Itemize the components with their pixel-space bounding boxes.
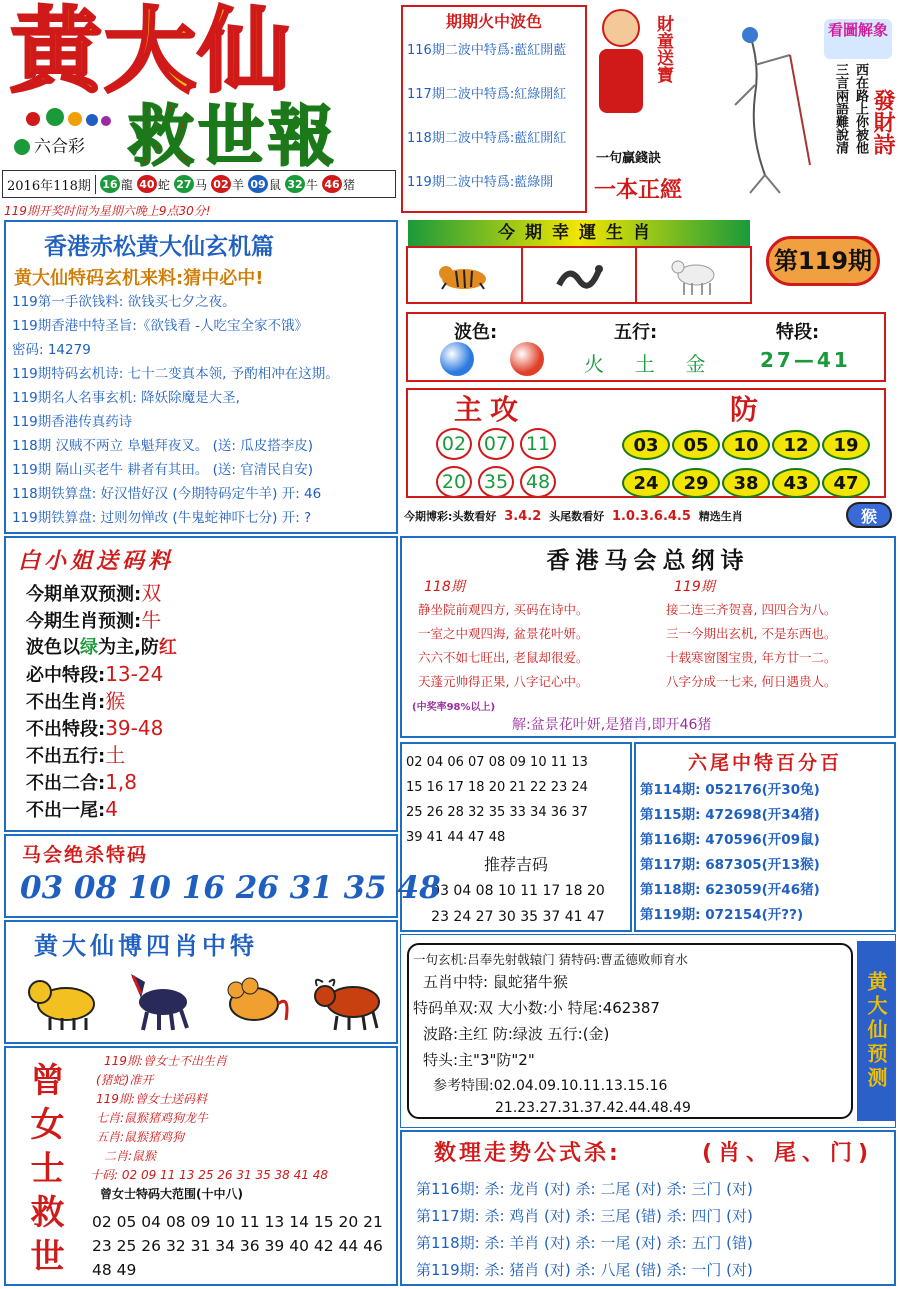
maiden-row [26,796,396,823]
poem-line: 八字分成一七来, 何日遇贵人。 [666,674,837,689]
main-numbers [436,426,586,502]
maiden-label: 今期单双预测: [26,584,142,605]
color-dots [26,108,116,128]
defend-label: 防 [730,393,759,426]
formula-row: 第116期: 杀: 龙肖 (对) 杀: 二尾 (对) 杀: 三门 (对) [416,1180,753,1198]
draw-zodiac: 蛇 [157,177,170,192]
zeng-line: 二肖:鼠猴 [104,1149,157,1163]
sketch-figure-icon [710,25,820,195]
tiger-icon [408,248,523,302]
dot-orange [68,112,82,126]
maiden-value: 39-48 [105,716,164,740]
six-tail-row: 第119期: 072154(开??) [640,907,804,923]
poem-issue-b: 119期 [674,579,715,595]
wave-item: 118期二波中特爲:藍紅開紅 [407,131,567,146]
defend-number: 47 [822,468,870,498]
defend-number: 29 [672,468,720,498]
dot-purple [101,116,111,126]
fortune-boy-icon [596,5,646,115]
defend-number: 19 [822,430,870,460]
kill-title: 马会绝杀特码 [22,844,149,866]
defend-number: 12 [772,430,820,460]
maiden-label: 不出五行: [26,746,106,767]
rec-row: 03 04 08 10 11 17 18 20 [431,883,605,899]
defend-numbers [622,428,886,504]
maiden-title: 白小姐送码料 [18,549,175,574]
draw-number-ball: 32 [285,175,305,193]
draw-zodiac: 羊 [231,177,244,192]
tip-zodiac: 猴 [846,502,892,528]
formula-row: 第117期: 杀: 鸡肖 (对) 杀: 三尾 (错) 杀: 四门 (对) [416,1207,753,1225]
poem-column: 西在路上你被他 [853,63,868,154]
four-zodiac-title: 黄大仙博四肖中特 [34,932,258,960]
maiden-row [26,607,396,634]
wave-list [407,37,587,213]
green-dot-icon [14,139,30,155]
segment-value: 27—41 [760,348,851,372]
chisong-lines [12,290,396,530]
chisong-line: 118期 汉贼不两立 阜魁拜夜叉。 (送: 瓜皮搭李皮) [12,438,314,454]
page-title: 黄大仙 [10,0,293,105]
banner-tag3: 發財詩 [870,89,895,155]
maiden-rows [26,580,396,823]
banner-phrase2: 一本正經 [594,178,683,203]
riddle-lines [413,949,851,1117]
elements-value: 火 土 金 [584,352,712,376]
draw-zodiac: 猪 [343,177,356,192]
formula-title: 数理走势公式杀: [434,1141,621,1166]
poem-rate: (中奖率98%以上) [412,702,496,713]
wave-item: 117期二波中特爲:紅綠開紅 [407,87,567,102]
formula-title2: (肖、尾、门) [702,1141,875,1166]
wave-label: 波色: [454,322,498,343]
zeng-big-row: 02 05 04 08 09 10 11 13 14 15 20 21 [92,1213,383,1231]
poem-columns [828,63,870,213]
blue-ball-icon [440,342,474,376]
attack-box [406,388,886,498]
zeng-line: 曾女士特码大范围(十中八) [100,1187,243,1201]
zeng-big-rows [92,1210,398,1282]
wave-item: 116期二波中特爲:藍紅開藍 [407,43,567,58]
grid-row: 02 04 06 07 08 09 10 11 13 [406,755,588,770]
chisong-line: 119期 隔山买老牛 耕者有其田。 (送: 官清民自安) [12,462,314,478]
attrs-box [406,312,886,382]
segment-label: 特段: [776,322,820,343]
maiden-label: 必中特段: [26,665,106,686]
zeng-line: (猪蛇)准开 [96,1073,154,1087]
racing-poem-box [400,536,896,738]
maiden-label: 不出特段: [26,719,106,740]
header [0,0,398,218]
zeng-side: 曾女士救世 [24,1062,64,1282]
riddle-box [407,943,853,1119]
draw-items [96,175,355,193]
main-number: 11 [520,428,556,460]
chisong-line: 119期香港中特圣旨:《欲钱看 -人吃宝全家不饿》 [12,318,308,334]
six-tail-rows [640,778,894,928]
chisong-line: 118期铁算盘: 好汉惜好汉 (今期特码定牛羊) 开: 46 [12,486,322,502]
maiden-row [26,580,396,607]
kill-numbers: 03 08 10 16 26 31 35 48 [20,870,441,906]
formula-rows [416,1176,894,1284]
red-ball-icon [510,342,544,376]
draw-item [285,175,318,193]
defend-number: 03 [622,430,670,460]
chisong-title: 香港赤松黄大仙玄机篇 [44,234,274,260]
goat-icon [24,964,104,1040]
formula-row: 第118期: 杀: 羊肖 (对) 杀: 一尾 (对) 杀: 五门 (错) [416,1234,753,1252]
goat-icon [637,248,750,302]
issue-label: 2016年118期 [3,175,96,194]
page-subtitle: 救世報 [128,97,338,175]
wave-mid: 为主,防 [98,637,159,658]
chisong-subtitle: 黄大仙特码玄机来料:猜中必中! [14,268,264,289]
main-number: 20 [436,466,472,498]
six-tail-row: 第116期: 470596(开09鼠) [640,832,820,848]
rec-row: 23 24 27 30 35 37 41 47 [431,909,605,925]
lottery-label: 六合彩 [14,132,85,157]
poem-line: 十载寒窗图宝贵, 年方廿一二。 [666,650,837,665]
rec-title: 推荐吉码 [483,855,548,874]
draw-item [322,175,355,193]
zeng-line: 119期:曾女士送码料 [96,1092,207,1106]
six-tail-row: 第118期: 623059(开46猪) [640,882,820,898]
zeng-line: 十码: 02 09 11 13 25 26 31 35 38 41 48 [90,1168,328,1182]
chisong-box [4,220,398,534]
draw-zodiac: 牛 [305,177,318,192]
six-tail-row: 第114期: 052176(开30兔) [640,782,820,798]
zeng-lines [90,1052,396,1204]
draw-item [137,175,170,193]
dot-red [26,112,40,126]
wave-main: 绿 [80,637,98,658]
riddle-line: 波路:主红 防:绿波 五行:(金) [423,1025,610,1043]
dot-blue [86,114,98,126]
draw-number-ball: 09 [248,175,268,193]
draw-item [248,175,281,193]
riddle-line: 参考特围:02.04.09.10.11.13.15.16 [433,1078,668,1094]
poem-line: 一室之中观四海, 盆景花叶妍。 [418,626,589,641]
draw-number-ball: 40 [137,175,157,193]
chisong-line: 119期铁算盘: 过则勿惮改 (牛鬼蛇神吓七分) 开: ? [12,510,312,526]
main-number: 35 [478,466,514,498]
draw-zodiac: 马 [194,177,207,192]
snake-icon [523,248,638,302]
riddle-line: 特码单双:双 大小数:小 特尾:462387 [413,999,660,1017]
main-number: 02 [436,428,472,460]
racing-poem-title: 香港马会总纲诗 [546,548,750,574]
zeng-line: 七肖:鼠猴猪鸡狗龙牛 [96,1111,209,1125]
main-number: 48 [520,466,556,498]
poem-issue-a: 118期 [424,579,465,595]
banner-tag2: 看圖解象 [824,19,892,59]
formula-box [400,1130,896,1286]
draw-result [2,170,396,198]
draw-number-ball: 02 [211,175,231,193]
banner-phrase1: 一句贏錢訣 [596,151,662,166]
kill-box [4,834,441,918]
defend-number: 24 [622,468,670,498]
maiden-value: 4 [105,797,118,821]
maiden-value: 双 [141,581,162,605]
dot-green [46,108,64,126]
six-tail-box [634,742,896,932]
maiden-box [4,536,398,832]
maiden-row [26,742,396,769]
riddle-line: 一句玄机:吕奉先射戟辕门 猜特码:曹孟德败师育水 [413,952,688,967]
maiden-value: 1,8 [105,770,138,794]
draw-item [174,175,207,193]
tips-line: 今期博彩:头数看好 3.4.2 头尾数看好 1.0.3.6.4.5 精选生肖 [404,509,743,524]
chisong-line: 密码: 14279 [12,342,91,358]
four-zodiac-animals [16,964,396,1040]
horse-icon [119,964,199,1040]
main-number: 07 [478,428,514,460]
defend-number: 10 [722,430,770,460]
poem-line: 接二连三齐贺喜, 四四合为八。 [666,602,837,617]
six-tail-title: 六尾中特百分百 [687,752,842,774]
banner [590,5,896,215]
poem-line: 天蓬元帅得正果, 八字记心中。 [418,674,589,689]
zeng-line: 五肖:鼠猴猪鸡狗 [96,1130,185,1144]
chisong-line: 119期特码玄机诗: 七十二变真本领, 予酌相冲在这期。 [12,366,339,382]
draw-number-ball: 46 [322,175,342,193]
formula-row: 第119期: 杀: 猪肖 (对) 杀: 八尾 (错) 杀: 一门 (对) [416,1261,753,1279]
draw-zodiac: 鼠 [268,177,281,192]
riddle-outer [400,934,896,1128]
lucky-issue: 第119期 [766,236,880,286]
maiden-value: 13-24 [105,662,164,686]
grid-row: 39 41 44 47 48 [406,830,506,845]
four-zodiac-box [4,920,398,1044]
riddle-line: 21.23.27.31.37.42.44.48.49 [495,1100,691,1116]
defend-number: 38 [722,468,770,498]
element-label: 五行: [614,322,658,343]
wave-defend: 红 [158,637,177,658]
maiden-row [26,769,396,796]
maiden-value: 牛 [141,608,162,632]
grid-rows [406,750,630,850]
chisong-line: 119期名人名事玄机: 降妖除魔是大圣, [12,390,240,406]
chisong-line: 119期香港传真药诗 [12,414,133,430]
maiden-value: 土 [105,743,126,767]
lucky-animals [406,246,752,304]
draw-item [211,175,244,193]
maiden-label: 不出一尾: [26,800,106,821]
grid-row: 15 16 17 18 20 21 22 23 24 [406,780,588,795]
maiden-label: 不出生肖: [26,692,106,713]
riddle-side: 黄大仙预测 [857,941,895,1121]
maiden-label: 今期生肖预测: [26,611,142,632]
chisong-line: 119第一手欲钱料: 欲钱买七夕之夜。 [12,294,236,310]
maiden-label: 不出二合: [26,773,106,794]
notice: 119期开奖时间为星期六晚上9点30分! [4,204,211,218]
six-tail-row: 第115期: 472698(开34猪) [640,807,820,823]
riddle-line: 特头:主"3"防"2" [423,1051,535,1069]
defend-number: 43 [772,468,820,498]
wave-title: 期期火中波色 [445,12,542,31]
poem-answer: 解:盆景花叶妍,是猪肖,即开46猪 [512,717,712,733]
zeng-box [4,1046,398,1286]
draw-item [100,175,133,193]
lucky-title: 今期幸運生肖 [408,220,750,246]
main-attack-label: 主攻 [454,393,527,426]
riddle-line: 五肖中特: 鼠蛇猪牛猴 [423,973,568,991]
banner-tag1: 財童送寶 [653,15,673,83]
poem-col-a [418,598,658,694]
poem-column: 三言兩語難說清 [833,63,848,154]
poem-line: 静坐院前观四方, 买码在诗中。 [418,602,589,617]
zeng-big-row: 23 25 26 32 31 34 36 39 40 42 44 46 [92,1237,383,1255]
poem-line: 六六不如七旺出, 老鼠却很爱。 [418,650,589,665]
maiden-row [26,661,396,688]
zeng-line: 119期:曾女士不出生肖 [104,1054,227,1068]
zeng-big-row: 48 49 [92,1261,137,1279]
poem-line: 三一今期出玄机, 不是东西也。 [666,626,837,641]
maiden-row [26,688,396,715]
ox-icon [309,964,389,1040]
poem-col-b [666,598,896,694]
rat-icon [214,964,294,1040]
draw-number-ball: 27 [174,175,194,193]
wave-item: 119期二波中特爲:藍綠開 [407,175,554,190]
six-tail-row: 第117期: 687305(开13猴) [640,857,820,873]
maiden-wave-line [26,634,396,661]
maiden-value: 猴 [105,689,126,713]
maiden-row [26,715,396,742]
wave-box [401,5,587,213]
grid-row: 25 26 28 32 35 33 34 36 37 [406,805,588,820]
wave-prefix: 波色以 [26,637,80,658]
draw-zodiac: 龍 [120,177,133,192]
defend-number: 05 [672,430,720,460]
draw-number-ball: 16 [100,175,120,193]
